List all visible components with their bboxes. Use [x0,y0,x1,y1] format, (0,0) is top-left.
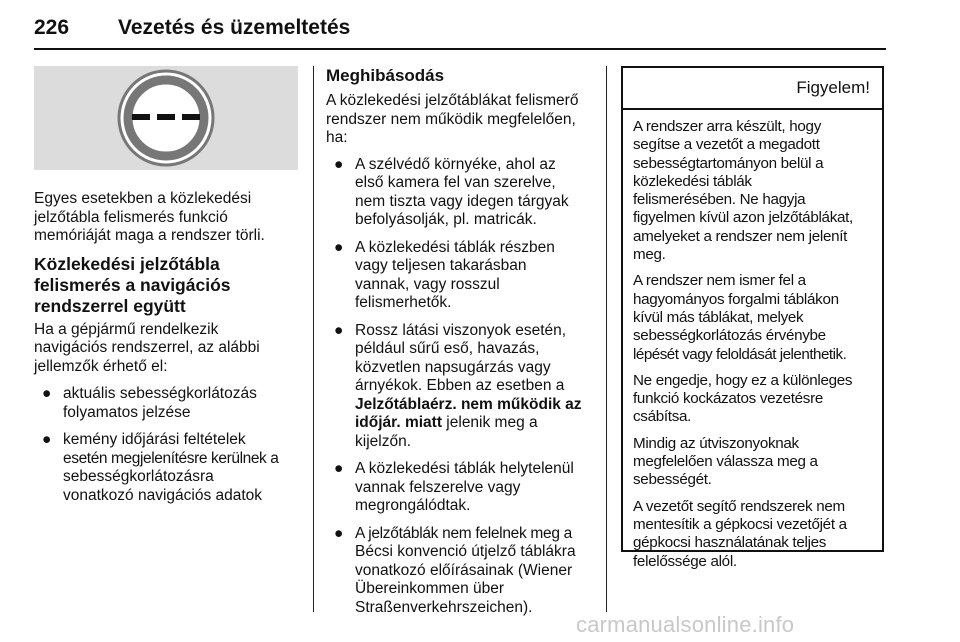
display-message: Jelzőtáblaérz. nem működik az [355,395,582,413]
warning-body [623,110,882,571]
watermark: carmanualsonline.info [576,612,795,637]
nav-paragraph: Ha a gépjármű rendelkezik navigációs rendszerrel, az alábbi jellemzők érhető el: [34,320,260,375]
page-header [34,6,886,50]
page-number: 226 [34,16,70,39]
list-item: ● A jelzőtáblák nem felelnek meg a Bécsi konvenció útjelző táblákra vonatkozó előírásainak (Wiener Übereinkommen über Straßenverkehrszeichen). [334,524,576,616]
warning-box [621,66,884,570]
intro-paragraph: Egyes esetekben a közlekedési jelzőtábla felismerés funkció memóriáját maga a rendszer törli. [34,190,265,244]
section-heading: Közlekedési jelzőtábla felismerés a navigációs rendszerrel együtt [34,253,231,316]
malfunction-heading: Meghibásodás [326,66,445,85]
warning-title: Figyelem! [623,68,882,110]
warning-paragraph: Mindig az útviszonyoknak megfelelően válassza meg a sebességét. [633,434,818,489]
malfunction-intro: A közlekedési jelzőtáblákat felismerő rendszer nem működik megfelelően, ha: [326,92,579,146]
list-item: ● kemény időjárási feltételek esetén megjelenítésre kerülnek a sebességkorlátozásra vonatkozó navigációs adatok [42,431,279,504]
feature-list [34,385,300,505]
list-item: ● Rossz látási viszonyok esetén, például sűrű eső, havazás, közvetlen napsugárzás vagy árnyékok. Ebben az esetben a Jelzőtáblaérz. nem működik az időjár. miatt jelenik meg a kijelzőn. [334,321,582,450]
warning-paragraph: A vezetőt segítő rendszerek nem mentesítik a gépkocsi vezetőjét a gépkocsi használatának teljes felelőssége alól. [633,497,847,570]
column-2 [326,66,596,626]
warning-paragraph: Ne engedje, hogy ez a különleges funkció kockázatos vezetésre csábítsa. [633,371,853,426]
no-traffic-sign-icon [34,66,298,170]
display-message: időjár. miatt [355,414,442,431]
list-item: ● A közlekedési táblák helytelenül vannak felszerelve vagy megrongálódtak. [334,460,574,514]
list-item: ● A szélvédő környéke, ahol az első kamera fel van szerelve, nem tiszta vagy idegen tárgyak befolyásolják, pl. matricák. [334,155,569,228]
column-divider [313,66,314,612]
section-title: Vezetés és üzemeltetés [118,16,351,39]
warning-paragraph: A rendszer arra készült, hogy segítse a vezetőt a megadott sebességtartományon belül a közlekedési táblák felismerésében. Ne hagyja figyelmen kívül azon jelzőtáblákat, amelyeket a rendszer nem jelenít meg. [633,118,853,264]
column-1 [34,66,300,514]
warning-paragraph: A rendszer nem ismer fel a hagyományos forgalmi táblákon kívül más táblákat, melyek sebességkorlátozás érvénybe lépését vagy feloldását jelenthetik. [633,272,847,363]
sign-illustration [34,66,298,170]
list-item: ● A közlekedési táblák részben vagy teljesen takarásban vannak, vagy rosszul felismerhetők. [334,238,555,311]
malfunction-list [326,156,596,618]
list-item: ● aktuális sebességkorlátozás folyamatos jelzése [42,385,257,421]
column-divider [606,66,607,612]
